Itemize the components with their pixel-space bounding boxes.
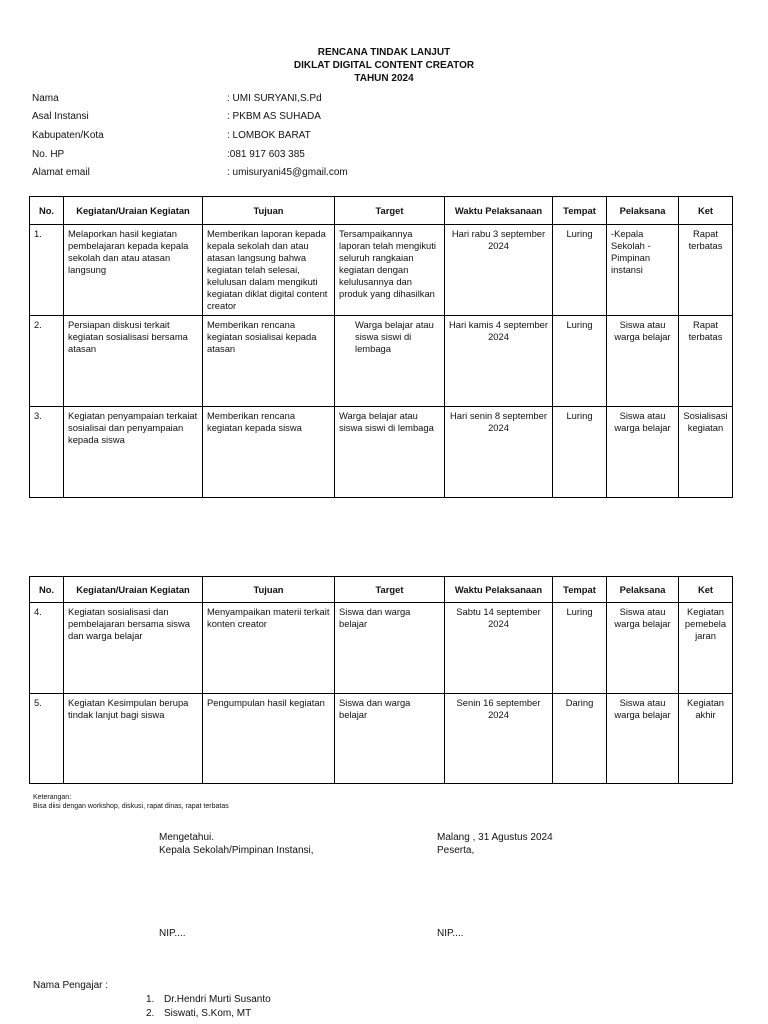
col-header-kegiatan: Kegiatan/Uraian Kegiatan (64, 197, 203, 225)
signature-right-role: Peserta, (437, 845, 475, 856)
table-row (30, 694, 733, 784)
teacher-name: Siswati, S.Kom, MT (164, 1008, 252, 1019)
cell-waktu: Hari rabu 3 september 2024 (445, 225, 553, 316)
cell-kegiatan: Persiapan diskusi terkait kegiatan sosialisasi bersama atasan (64, 316, 203, 407)
col-header-tempat: Tempat (553, 197, 607, 225)
cell-target: Siswa dan warga belajar (335, 694, 445, 784)
signature-left-nip: NIP.... (159, 928, 186, 939)
col-header-target: Target (335, 197, 445, 225)
table-row (30, 316, 733, 407)
cell-target: Warga belajar atau siswa siswi di lembaga (335, 407, 445, 498)
cell-no: 5. (30, 694, 64, 784)
cell-pelaksana: Siswa atau warga belajar (607, 407, 679, 498)
cell-ket: Rapat terbatas (679, 316, 733, 407)
identity-label: Alamat email (32, 167, 90, 178)
table-header-row (30, 577, 733, 603)
cell-kegiatan: Kegiatan sosialisasi dan pembelajaran bersama siswa dan warga belajar (64, 603, 203, 694)
identity-value: :081 917 603 385 (227, 149, 305, 160)
list-item-number: 2. (146, 1008, 155, 1019)
cell-tempat: Luring (553, 603, 607, 694)
cell-no: 1. (30, 225, 64, 316)
col-header-tujuan: Tujuan (203, 577, 335, 603)
list-item (146, 1007, 251, 1021)
col-header-tempat: Tempat (553, 577, 607, 603)
cell-waktu: Hari kamis 4 september 2024 (445, 316, 553, 407)
cell-pelaksana: Siswa atau warga belajar (607, 694, 679, 784)
cell-kegiatan: Melaporkan hasil kegiatan pembelajaran kepada kepala sekolah dan atau atasan langsung (64, 225, 203, 316)
table-row (30, 603, 733, 694)
cell-waktu: Sabtu 14 september 2024 (445, 603, 553, 694)
identity-label: Asal Instansi (32, 111, 89, 122)
cell-tujuan: Memberikan laporan kepada kepala sekolah dan atau atasan langsung bahwa kegiatan telah selesai, kelulusan dalam mengikuti kegiatan diklat digital content creator (203, 225, 335, 316)
cell-tujuan: Memberikan rencana kegiatan sosialisai kepada atasan (203, 316, 335, 407)
cell-pelaksana: -Kepala Sekolah -Pimpinan instansi (607, 225, 679, 316)
note-text: Bisa diisi dengan workshop, diskusi, rapat dinas, rapat terbatas (33, 803, 229, 810)
cell-ket: Sosialisasi kegiatan (679, 407, 733, 498)
col-header-pelaksana: Pelaksana (607, 197, 679, 225)
signature-right-date: Malang , 31 Agustus 2024 (437, 832, 553, 843)
col-header-no: No. (30, 197, 64, 225)
col-header-waktu: Waktu Pelaksanaan (445, 577, 553, 603)
identity-value: : umisuryani45@gmail.com (227, 167, 348, 178)
cell-tempat: Luring (553, 225, 607, 316)
col-header-tujuan: Tujuan (203, 197, 335, 225)
cell-pelaksana: Siswa atau warga belajar (607, 316, 679, 407)
cell-target: Siswa dan warga belajar (335, 603, 445, 694)
cell-ket: Rapat terbatas (679, 225, 733, 316)
col-header-pelaksana: Pelaksana (607, 577, 679, 603)
cell-ket: Kegiatan akhir (679, 694, 733, 784)
col-header-no: No. (30, 577, 64, 603)
cell-waktu: Hari senin 8 september 2024 (445, 407, 553, 498)
identity-value: : LOMBOK BARAT (227, 130, 311, 141)
cell-tujuan: Memberikan rencana kegiatan kepada siswa (203, 407, 335, 498)
col-header-target: Target (335, 577, 445, 603)
table-row (30, 225, 733, 316)
cell-no: 2. (30, 316, 64, 407)
list-item (146, 993, 271, 1007)
cell-kegiatan: Kegiatan Kesimpulan berupa tindak lanjut bagi siswa (64, 694, 203, 784)
cell-ket: Kegiatan pemebela jaran (679, 603, 733, 694)
identity-value: : UMI SURYANI,S.Pd (227, 93, 322, 104)
teachers-label: Nama Pengajar : (33, 980, 109, 991)
rtl-table-2 (29, 576, 733, 784)
note-title: Keterangan: (33, 794, 72, 801)
cell-tujuan: Menyampaikan materii terkait konten creator (203, 603, 335, 694)
cell-no: 4. (30, 603, 64, 694)
cell-tujuan: Pengumpulan hasil kegiatan (203, 694, 335, 784)
cell-waktu: Senin 16 september 2024 (445, 694, 553, 784)
table-header-row (30, 197, 733, 225)
cell-target: Warga belajar atau siswa siswi di lembaga (335, 316, 445, 407)
cell-pelaksana: Siswa atau warga belajar (607, 603, 679, 694)
col-header-kegiatan: Kegiatan/Uraian Kegiatan (64, 577, 203, 603)
cell-tempat: Daring (553, 694, 607, 784)
list-item-number: 1. (146, 994, 155, 1005)
identity-value: : PKBM AS SUHADA (227, 111, 321, 122)
document-subtitle: DIKLAT DIGITAL CONTENT CREATOR (293, 60, 475, 71)
cell-no: 3. (30, 407, 64, 498)
document-title: RENCANA TINDAK LANJUT (317, 47, 451, 58)
col-header-waktu: Waktu Pelaksanaan (445, 197, 553, 225)
signature-left-mengetahui: Mengetahui. (159, 832, 215, 843)
teacher-name: Dr.Hendri Murti Susanto (164, 994, 271, 1005)
cell-tempat: Luring (553, 407, 607, 498)
identity-label: Kabupaten/Kota (32, 130, 104, 141)
signature-right-nip: NIP.... (437, 928, 464, 939)
cell-tempat: Luring (553, 316, 607, 407)
col-header-ket: Ket (679, 197, 733, 225)
table-row (30, 407, 733, 498)
document-year: TAHUN 2024 (354, 73, 414, 84)
col-header-ket: Ket (679, 577, 733, 603)
cell-target: Tersampaikannya laporan telah mengikuti seluruh rangkaian kegiatan dengan kelulusannya dan produk yang dihasilkan (335, 225, 445, 316)
identity-label: Nama (32, 93, 59, 104)
cell-kegiatan: Kegiatan penyampaian terkaiat sosialisai dan penyampaian kepada siswa (64, 407, 203, 498)
rtl-table-1 (29, 196, 733, 498)
identity-label: No. HP (32, 149, 65, 160)
signature-left-role: Kepala Sekolah/Pimpinan Instansi, (159, 845, 314, 856)
